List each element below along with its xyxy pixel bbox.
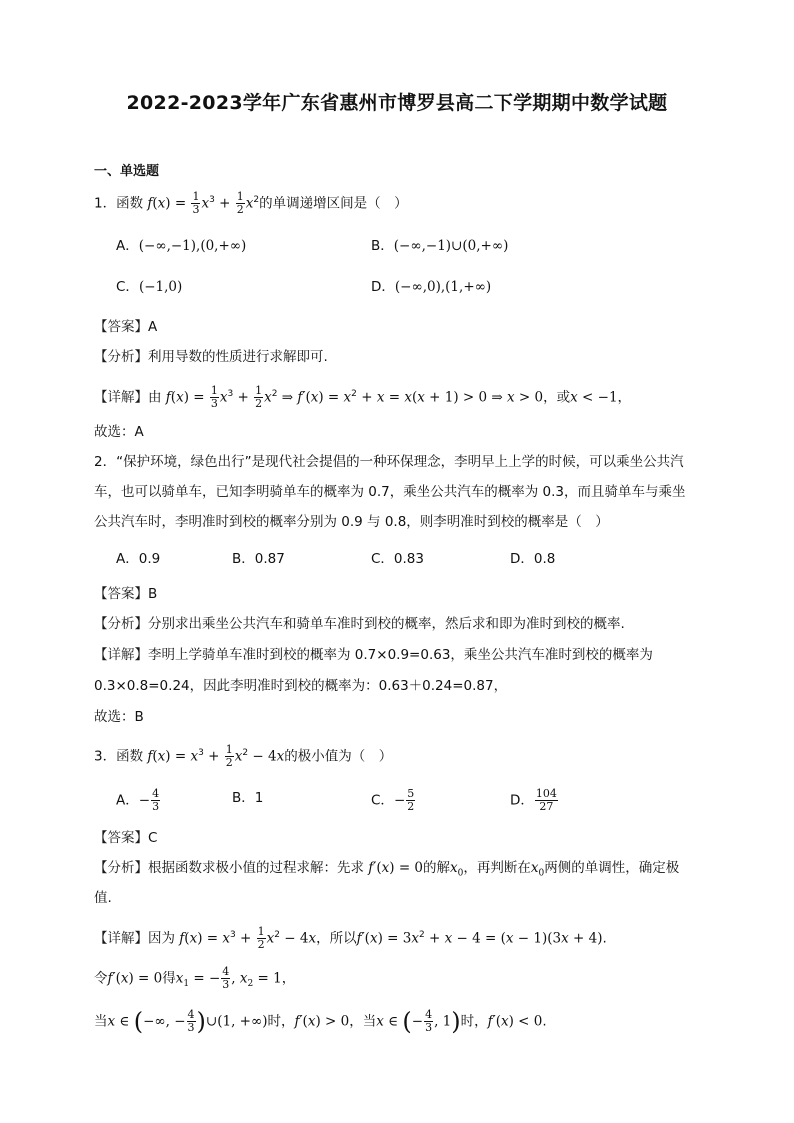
q1-option-c: C．(−1,0)	[116, 279, 183, 295]
q3-detail-line2: 令f′(x) = 0得$x_1$ = − $\frac{4}{3}$ , $x_2 = 1$，	[94, 965, 296, 991]
q2-stem-line2: 车，也可以骑单车，已知李明骑单车的概率为 0.7，乘坐公共汽车的概率为 0.3，而且骑单车与乘坐	[94, 484, 686, 500]
q3-option-a: A．− $\frac{4}{3}$	[116, 787, 160, 813]
q1-option-b: B．(−∞,−1)∪(0,+∞)	[371, 238, 509, 254]
q1-option-a: A．(−∞,−1),(0,+∞)	[116, 238, 247, 254]
q3-option-b: B．1	[232, 790, 264, 806]
q3-option-c: C．− $\frac{5}{2}$	[371, 787, 415, 813]
q1-analysis: 【分析】利用导数的性质进行求解即可.	[94, 349, 328, 365]
q3-stem: 3．函数 $f(x) = x^3$ + $\frac{1}{2}$ $x^2 - 4x$的极小值为（ ）	[94, 743, 393, 769]
q2-option-d: D．0.8	[510, 551, 556, 567]
q2-detail-line1: 【详解】李明上学骑单车准时到校的概率为 0.7×0.9=0.63，乘坐公共汽车准时到校的概率为	[94, 647, 653, 663]
q2-detail-line2: 0.3×0.8=0.24，因此李明准时到校的概率为：0.63＋0.24=0.87，	[94, 678, 508, 694]
q3-detail-line3: 当x ∈ (−∞, − $\frac{4}{3}$ )∪(1, +∞)时，f′(x) > 0，当x ∈ (− $\frac{4}{3}$ , 1)时，f′(x) < 0.	[94, 1007, 547, 1036]
q2-conclusion: 故选：B	[94, 709, 144, 725]
q1-detail: 【详解】由 f(x) = $\frac{1}{3}$ $x^3$ + $\frac{1}{2}$ $x^2$ ⇒ $f'(x) = x^2 + x = x(x + 1) > 0$ ⇒ x > 0，或x < −1，	[94, 384, 632, 410]
q2-option-b: B．0.87	[232, 551, 285, 567]
q3-option-d: D． $\frac{104}{27}$	[510, 787, 557, 813]
q2-option-a: A．0.9	[116, 551, 161, 567]
q2-stem-line3: 公共汽车时，李明准时到校的概率分别为 0.9 与 0.8，则李明准时到校的概率是（ ）	[94, 514, 609, 530]
q1-conclusion: 故选：A	[94, 424, 144, 440]
q2-analysis: 【分析】分别求出乘坐公共汽车和骑单车准时到校的概率，然后求和即为准时到校的概率.	[94, 616, 625, 632]
q3-analysis-line2: 值.	[94, 890, 112, 906]
page-title: 2022-2023学年广东省惠州市博罗县高二下学期期中数学试题	[126, 92, 668, 114]
q3-detail-line1: 【详解】因为 $f(x) = x^3$ + $\frac{1}{2}$ $x^2 - 4x$，所以$f'(x) = 3x^2 + x - 4 = (x - 1)(3x + 4)$.	[94, 925, 607, 951]
q2-option-c: C．0.83	[371, 551, 424, 567]
q1-answer: 【答案】A	[94, 319, 158, 335]
section-heading: 一、单选题	[94, 164, 160, 179]
q1-option-d: D．(−∞,0),(1,+∞)	[371, 279, 492, 295]
q1-stem: 1．函数 f(x) = $\frac{1}{3}$ $x^3$ + $\frac{1}{2}$ $x^2$的单调递增区间是（ ）	[94, 190, 408, 216]
q2-stem-line1: 2．“保护环境，绿色出行”是现代社会提倡的一种环保理念，李明早上上学的时候，可以乘坐公共汽	[94, 454, 684, 470]
q3-answer: 【答案】C	[94, 830, 158, 846]
q2-answer: 【答案】B	[94, 586, 158, 602]
q3-analysis-line1: 【分析】根据函数求极小值的过程求解：先求 f′(x) = 0的解$x_0$，再判断在$x_0$两侧的单调性，确定极	[94, 860, 680, 879]
